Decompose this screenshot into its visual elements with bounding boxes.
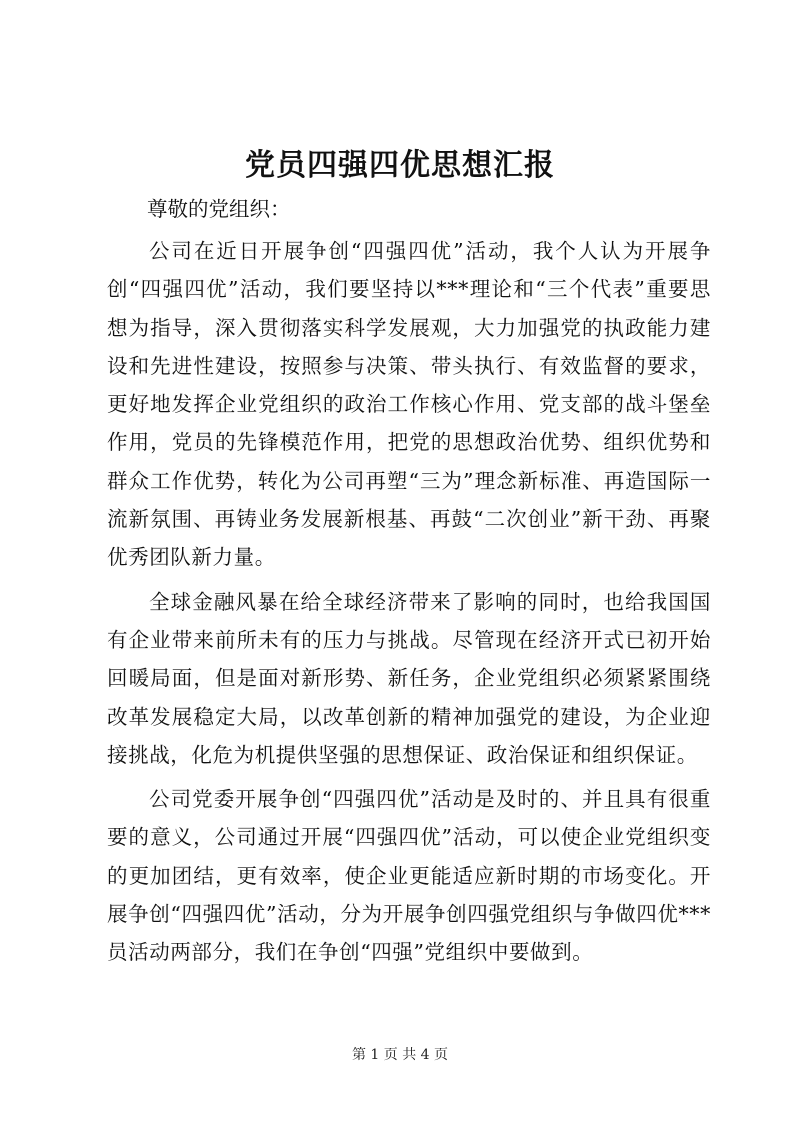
- paragraph-3: 公司党委开展争创“四强四优”活动是及时的、并且具有很重要的意义，公司通过开展“四强四优”活动，可以使企业党组织变的更加团结，更有效率，使企业更能适应新时期的市场变化。开展争创“四强四优”活动，分为开展争创四强党组织与争做四优***员活动两部分，我们在争创“四强”党组织中要做到。: [107, 787, 711, 965]
- salutation: 尊敬的党组织：: [147, 197, 291, 221]
- paragraph-1: 公司在近日开展争创“四强四优”活动，我个人认为开展争创“四强四优”活动，我们要坚持以***理论和“三个代表”重要思想为指导，深入贯彻落实科学发展观，大力加强党的执政能力建设和先进性建设，按照参与决策、带头执行、有效监督的要求，更好地发挥企业党组织的政治工作核心作用、党支部的战斗堡垒作用，党员的先锋模范作用，把党的思想政治优势、组织优势和群众工作优势，转化为公司再塑“三为”理念新标准、再造国际一流新氛围、再铸业务发展新根基、再鼓“二次创业”新干劲、再聚优秀团队新力量。: [107, 239, 711, 570]
- paragraph-2: 全球金融风暴在给全球经济带来了影响的同时，也给我国国有企业带来前所未有的压力与挑战。尽管现在经济开式已初开始回暖局面，但是面对新形势、新任务，企业党组织必须紧紧围绕改革发展稳定大局，以改革创新的精神加强党的建设，为企业迎接挑战，化危为机提供坚强的思想保证、政治保证和组织保证。: [107, 589, 711, 767]
- document-body: [107, 190, 711, 972]
- document-title: 党员四强四优思想汇报: [245, 148, 555, 183]
- page-number-footer: 第 1 页 共 4 页: [351, 1047, 449, 1063]
